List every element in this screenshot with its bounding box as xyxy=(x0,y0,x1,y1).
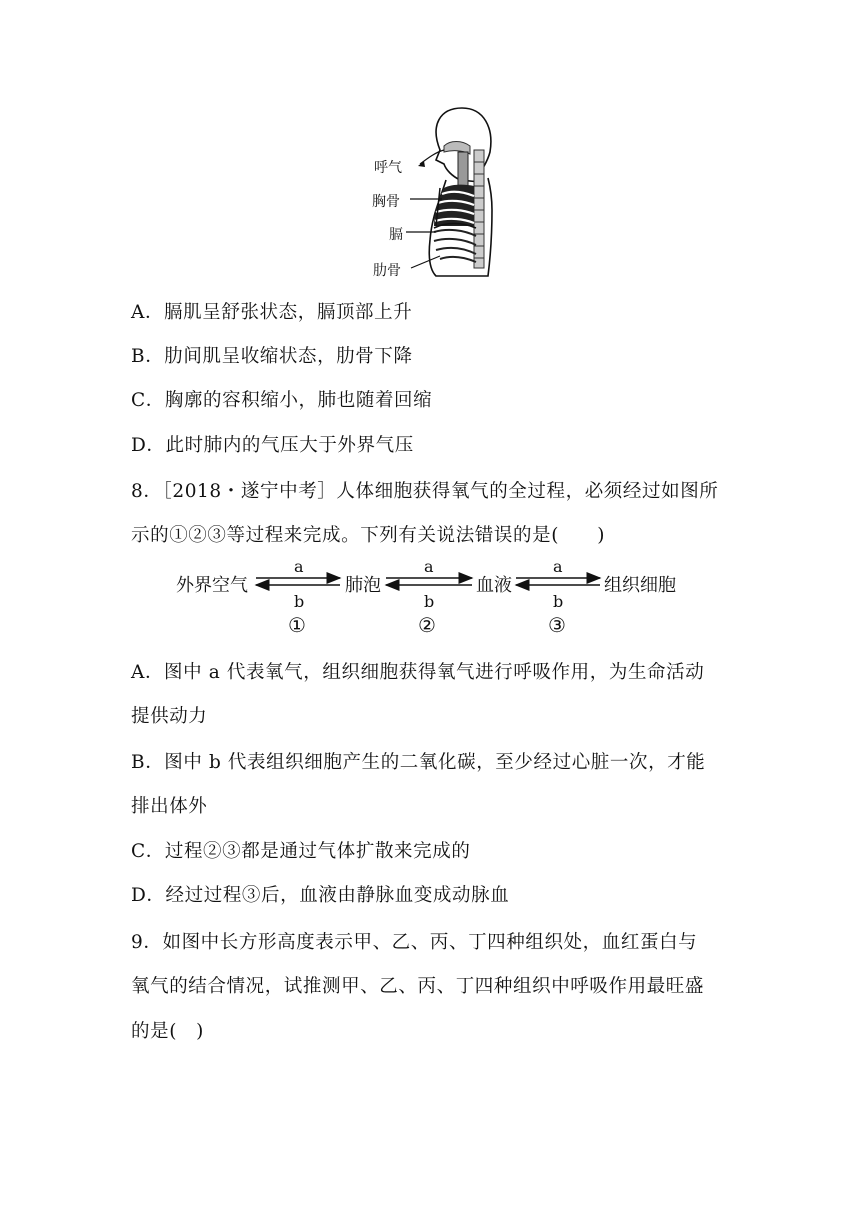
q8-stem-line2: 示的①②③等过程来完成。下列有关说法错误的是( ) xyxy=(131,525,606,546)
label-ribs: 肋骨 xyxy=(373,263,401,279)
label-sternum: 胸骨 xyxy=(372,194,400,210)
q8-option-d: D．经过过程③后，血液由静脉血变成动脉血 xyxy=(131,885,510,906)
q7-option-c: C．胸廓的容积缩小，肺也随着回缩 xyxy=(131,390,433,411)
node-alveoli: 肺泡 xyxy=(345,575,381,596)
q8-option-b-line1: B．图中 b 代表组织细胞产生的二氧化碳，至少经过心脏一次，才能 xyxy=(131,752,706,773)
arrow1-label-b: b xyxy=(294,592,305,611)
arrow1-label-a: a xyxy=(294,557,304,576)
arrow3-label-b: b xyxy=(553,592,564,611)
q7-option-d: D．此时肺内的气压大于外界气压 xyxy=(131,435,414,456)
q8-stem-line1: 8．［2018・遂宁中考］人体细胞获得氧气的全过程，必须经过如图所 xyxy=(131,481,719,502)
step-3-marker: ③ xyxy=(548,613,566,637)
arrow2-label-b: b xyxy=(424,592,435,611)
q8-option-a-line1: A．图中 a 代表氧气，组织细胞获得氧气进行呼吸作用，为生命活动 xyxy=(131,662,705,683)
label-diaphragm: 膈 xyxy=(389,227,403,243)
q8-option-a-line2: 提供动力 xyxy=(131,706,208,727)
step-1-marker: ① xyxy=(288,613,306,637)
q9-line1: 9．如图中长方形高度表示甲、乙、丙、丁四种组织处，血红蛋白与 xyxy=(131,932,698,953)
node-tissue-cells: 组织细胞 xyxy=(604,575,676,596)
q7-option-a: A．膈肌呈舒张状态，膈顶部上升 xyxy=(131,302,413,323)
step-2-marker: ② xyxy=(418,613,436,637)
q9-line2: 氧气的结合情况，试推测甲、乙、丙、丁四种组织中呼吸作用最旺盛 xyxy=(131,976,705,997)
arrow3-label-a: a xyxy=(553,557,563,576)
label-exhale: 呼气 xyxy=(374,160,402,176)
node-outside-air: 外界空气 xyxy=(176,575,248,596)
q8-option-c: C．过程②③都是通过气体扩散来完成的 xyxy=(131,841,471,862)
node-blood: 血液 xyxy=(476,575,512,596)
q7-option-b: B．肋间肌呈收缩状态，肋骨下降 xyxy=(131,346,413,367)
arrow2-label-a: a xyxy=(424,557,434,576)
q8-option-b-line2: 排出体外 xyxy=(131,796,208,817)
q9-line3: 的是( ) xyxy=(131,1021,204,1042)
